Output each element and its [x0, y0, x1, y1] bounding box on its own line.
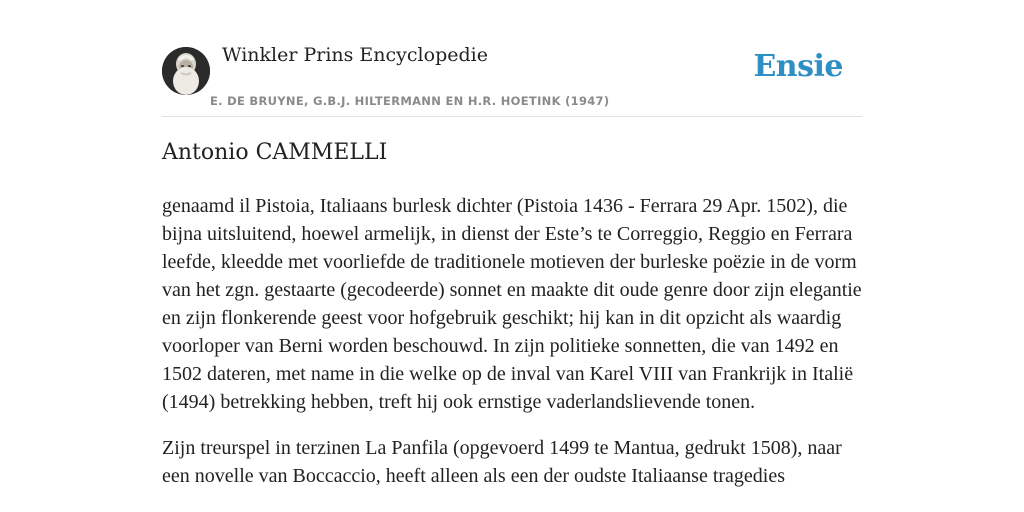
article-paragraph: Zijn treurspel in terzinen La Panfila (opgevoerd 1499 te Mantua, gedrukt 1508), naar een novelle van Boccaccio, heeft alleen als een der oudste Italiaanse tragedies [162, 437, 842, 487]
ensie-logo[interactable]: Ensie [753, 49, 843, 84]
authors-line: E. DE BRUYNE, G.B.J. HILTERMANN EN H.R. HOETINK (1947) [210, 94, 610, 108]
article-title: Antonio CAMMELLI [162, 140, 388, 165]
site-name[interactable]: Winkler Prins Encyclopedie [222, 44, 488, 66]
site-header [162, 0, 862, 117]
article-body [162, 192, 866, 508]
article-paragraph: genaamd il Pistoia, Italiaans burlesk dichter (Pistoia 1436 - Ferrara 29 Apr. 1502), die bijna uitsluitend, hoewel armelijk, in dienst der Este’s te Correggio, Reggio en Ferrara leefde, kleedde met voorliefde de traditionele motieven der burleske poëzie in de vorm van het zgn. gestaarte (gecodeerde) sonnet en maakte dit oude genre door zijn elegantie en zijn flonkerende geest voor hofgebruik geschikt; hij kan in dit opzicht als waardig voorloper van Berni worden beschouwd. In zijn politieke sonnetten, die van 1492 en 1502 dateren, met name in die welke op de inval van Karel VIII van Frankrijk in Italië (1494) betrekking hebben, treft hij ook ernstige vaderlandslievende tonen. [162, 195, 862, 413]
bearded-man-portrait-icon [162, 47, 210, 95]
author-avatar [162, 47, 210, 95]
